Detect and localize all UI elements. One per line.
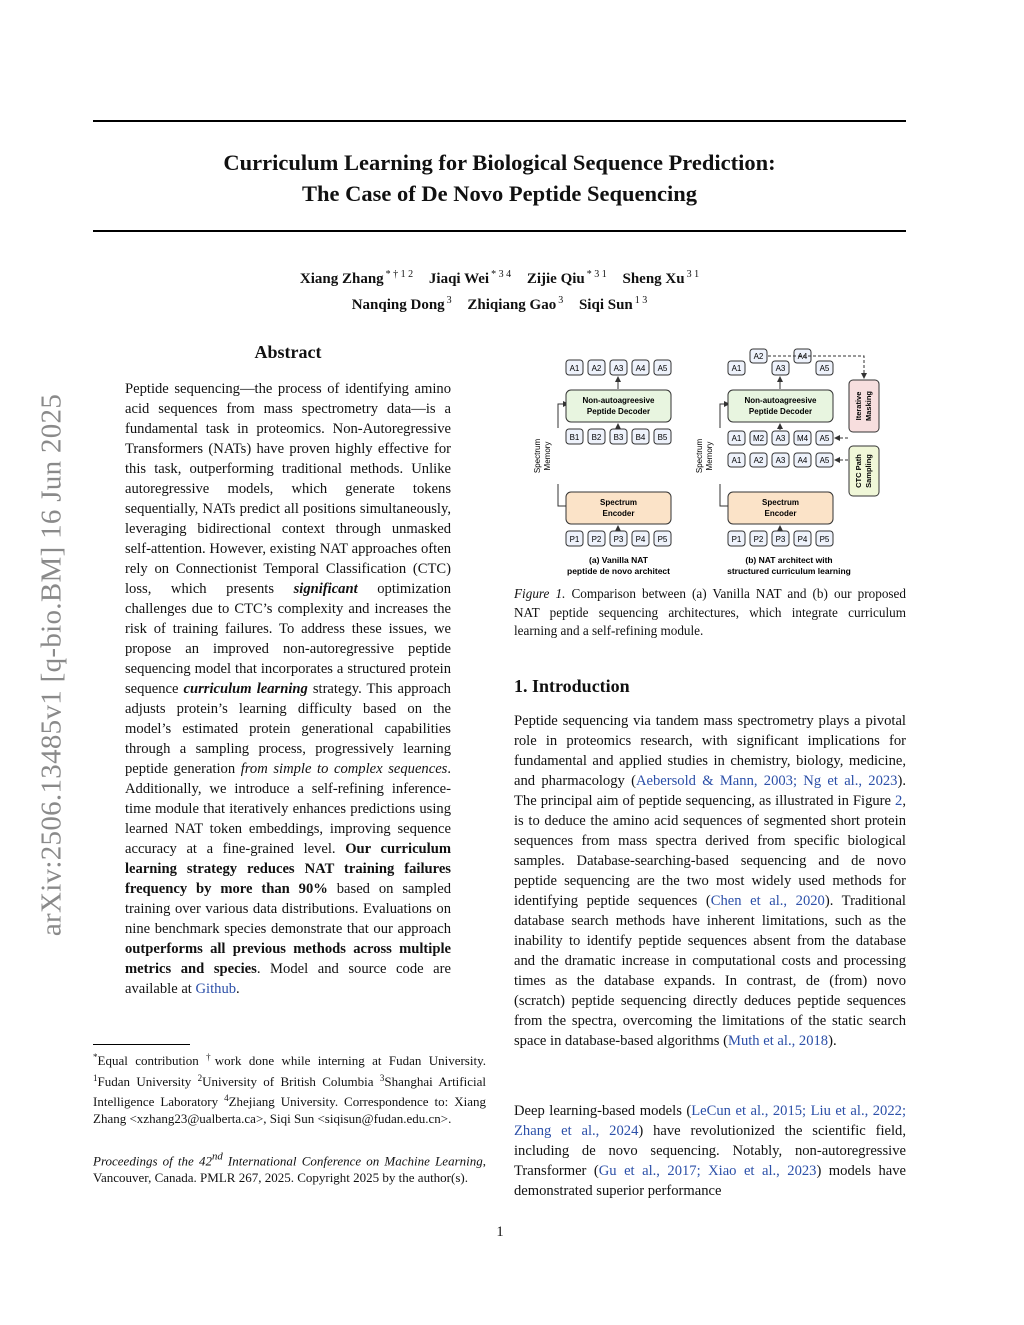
svg-text:P3: P3	[775, 535, 786, 544]
svg-text:CTC Path: CTC Path	[854, 454, 863, 488]
intro-paragraph-1: Peptide sequencing via tandem mass spectrometry plays a pivotal role in proteomics research, with significant implications for fundamental and applied studies in chemistry, biology, medicine, and pharmacology (Aebersold & Mann, 2003; Ng et al., 2023). The principal aim of peptide sequencing, as illustrated in Figure 2, is to deduce the amino acid sequences of segmented short protein sequences from mass spectra derived from specific biological samples. Database-searching-based sequencing and de novo peptide sequencing are the two most widely used methods for identifying peptide sequences (Chen et al., 2020). Traditional database search methods have inherent limitations, such as the inability to identify peptide sequences absent from the database and the dramatic increase in computational costs and processing times as the database expands. In contrast, de (from) novo (scratch) peptide sequencing directly deduces peptide sequences from the spectra, overcoming the limitations of the static search space in database-based algorithms (Muth et al., 2018).	[514, 713, 906, 1049]
svg-text:Memory: Memory	[543, 441, 552, 471]
p-tokens-left	[566, 531, 671, 546]
author: Siqi Sun $^{1 3}$	[578, 295, 648, 313]
decoder-box-a	[566, 390, 671, 422]
figure-ref-link[interactable]: 2	[895, 793, 903, 809]
svg-text:Peptide Decoder: Peptide Decoder	[586, 407, 651, 416]
svg-text:A2: A2	[753, 456, 764, 465]
affiliations-footnote: *Equal contribution †work done while interning at Fudan University. $^1$Fudan University $^2$University of British Columbia $^3$Shanghai Artificial Intelligence Laboratory $^4$Zhejiang University. Correspondence to: Xiang Zhang <xzhang23@ualberta.ca>, Siqi Sun <siqisun@fudan.edu.cn>.	[93, 1052, 486, 1126]
svg-text:A1: A1	[731, 456, 742, 465]
footnote-rule	[93, 1044, 190, 1045]
subcaption-a-2: peptide de novo architect	[567, 566, 670, 576]
svg-text:P4: P4	[635, 535, 646, 544]
svg-text:Masking: Masking	[864, 390, 873, 422]
svg-text:A3: A3	[613, 364, 624, 373]
svg-text:A4: A4	[635, 364, 646, 373]
architecture-diagram	[514, 346, 906, 582]
subcaption-b-2: structured curriculum learning	[727, 566, 851, 576]
svg-text:Non-autoagreesive: Non-autoagreesive	[582, 396, 655, 405]
svg-text:Non-autoagreesive: Non-autoagreesive	[744, 396, 817, 405]
citation-link[interactable]: Chen et al., 2020	[710, 893, 825, 909]
intro-paragraph-2: Deep learning-based models (LeCun et al., 2015; Liu et al., 2022; Zhang et al., 2024) have revolutionized the scientific field, including de novo sequencing. Notably, non-autoregressive Transformer (Gu et al., 2017; Xiao et al., 2023) models have demonstrated superior performance	[514, 1103, 907, 1199]
svg-text:M2: M2	[752, 434, 765, 443]
svg-text:P3: P3	[613, 535, 624, 544]
svg-text:A3: A3	[775, 456, 786, 465]
svg-text:A5: A5	[819, 434, 830, 443]
sampled-tokens-right	[728, 453, 833, 467]
title-line-2: The Case of De Novo Peptide Sequencing	[302, 181, 697, 206]
author: Nanqing Dong $^3$	[351, 295, 452, 313]
svg-text:Iterative: Iterative	[854, 391, 863, 421]
svg-text:A3: A3	[775, 364, 786, 373]
subcaption-b-1: (b) NAT architect with	[745, 555, 833, 565]
svg-text:P5: P5	[657, 535, 668, 544]
svg-text:Peptide Decoder: Peptide Decoder	[748, 407, 813, 416]
author: Jiaqi Wei $^{* 3 4}$	[428, 269, 512, 287]
author-list	[93, 264, 906, 316]
encoder-box-a	[566, 492, 671, 524]
svg-text:Spectrum: Spectrum	[600, 498, 637, 507]
memory-label-a: Spectrum	[533, 438, 542, 474]
svg-text:Encoder: Encoder	[764, 509, 797, 518]
svg-text:Sampling: Sampling	[864, 454, 873, 488]
svg-text:A5: A5	[657, 364, 668, 373]
svg-text:P1: P1	[569, 535, 580, 544]
svg-text:A1: A1	[731, 434, 742, 443]
svg-text:P1: P1	[731, 535, 742, 544]
svg-text:A4: A4	[797, 352, 808, 361]
svg-text:M4: M4	[796, 434, 809, 443]
svg-text:B3: B3	[613, 433, 624, 442]
svg-text:A3: A3	[775, 434, 786, 443]
encoder-box-b	[728, 492, 833, 524]
subcaption-a-1: (a) Vanilla NAT	[589, 555, 648, 565]
title-line-1: Curriculum Learning for Biological Sequence Prediction:	[223, 150, 776, 175]
svg-text:B4: B4	[635, 433, 646, 442]
github-link[interactable]: Github	[195, 981, 237, 997]
svg-text:B1: B1	[569, 433, 580, 442]
b-tokens-left	[566, 429, 671, 444]
svg-text:A2: A2	[753, 352, 764, 361]
figure-1	[514, 346, 906, 582]
svg-text:A1: A1	[569, 364, 580, 373]
svg-text:A2: A2	[591, 364, 602, 373]
svg-text:Memory: Memory	[705, 441, 714, 471]
svg-text:P2: P2	[753, 535, 764, 544]
a-tokens-left	[566, 360, 671, 375]
author: Zhiqiang Gao $^3$	[467, 295, 564, 313]
proceedings-note: Proceedings of the 42nd International Conference on Machine Learning, Vancouver, Canada. PMLR 267, 2025. Copyright 2025 by the author(s).	[93, 1151, 486, 1185]
citation-link[interactable]: Muth et al., 2018	[727, 1033, 829, 1049]
svg-text:Encoder: Encoder	[602, 509, 635, 518]
svg-text:P2: P2	[591, 535, 602, 544]
masked-tokens-right	[728, 431, 833, 445]
svg-text:B5: B5	[657, 433, 668, 442]
title-rule-bottom	[93, 230, 906, 232]
author: Xiang Zhang $^{* \dagger 1 2}$	[299, 269, 414, 287]
author: Zijie Qiu $^{* 3 1}$	[526, 269, 607, 287]
author: Sheng Xu $^{3 1}$	[622, 269, 700, 287]
paper-title	[93, 147, 906, 209]
memory-label-b: Spectrum	[695, 438, 704, 474]
citation-link[interactable]: Gu et al., 2017; Xiao et al., 2023	[598, 1163, 817, 1179]
svg-text:Spectrum: Spectrum	[762, 498, 799, 507]
title-rule-top	[93, 120, 906, 122]
figure-caption: Figure 1. Comparison between (a) Vanilla NAT and (b) our proposed NAT peptide sequencing architectures, which integrate curriculum learning and a self-refining module.	[514, 586, 906, 638]
svg-text:B2: B2	[591, 433, 602, 442]
page-number: 1	[496, 1224, 504, 1240]
citation-link[interactable]: LeCun et al., 2015; Liu et al., 2022; Zhang et al., 2024	[514, 1103, 907, 1139]
abstract-heading: Abstract	[254, 342, 322, 362]
svg-text:A5: A5	[819, 456, 830, 465]
p-tokens-right	[728, 531, 833, 546]
svg-text:P4: P4	[797, 535, 808, 544]
arxiv-side-label: arXiv:2506.13485v1 [q-bio.BM] 16 Jun 2025	[35, 393, 68, 937]
section-heading-introduction: 1. Introduction	[514, 676, 630, 696]
svg-text:A4: A4	[797, 456, 808, 465]
svg-text:A5: A5	[819, 364, 830, 373]
abstract-body: Peptide sequencing—the process of identifying amino acid sequences from mass spectrometry data—is a fundamental task in proteomics. Non-Autoregressive Transformers (NATs) have proven highly effective for this task, outperforming traditional methods. Unlike autoregressive models, which generate tokens sequentially, NATs predict all positions simultaneously, leveraging bidirectional context through unmasked self-attention. However, existing NAT approaches often rely on Connectionist Temporal Classification (CTC) loss, which presents significant optimization challenges due to CTC’s complexity and increases the risk of training failures. To address these issues, we propose an improved non-autoregressive peptide sequencing model that incorporates a structured protein sequence curriculum learning strategy. This approach adjusts protein’s learning difficulty based on the model’s estimated protein generational capabilities through a sampling process, progressively learning peptide generation from simple to complex sequences. Additionally, we introduce a self-refining inference-time module that iteratively enhances predictions using learned NAT token embeddings, improving sequence accuracy at a fine-grained level. Our curriculum learning strategy reduces NAT training failures frequency by more than 90% based on sampled training over various data distributions. Evaluations on nine benchmark species demonstrate that our approach outperforms all previous methods across multiple metrics and species. Model and source code are available at Github.	[125, 381, 452, 997]
decoder-box-b	[728, 390, 833, 422]
svg-text:P5: P5	[819, 535, 830, 544]
svg-text:A1: A1	[731, 364, 742, 373]
citation-link[interactable]: Aebersold & Mann, 2003; Ng et al., 2023	[635, 773, 898, 789]
